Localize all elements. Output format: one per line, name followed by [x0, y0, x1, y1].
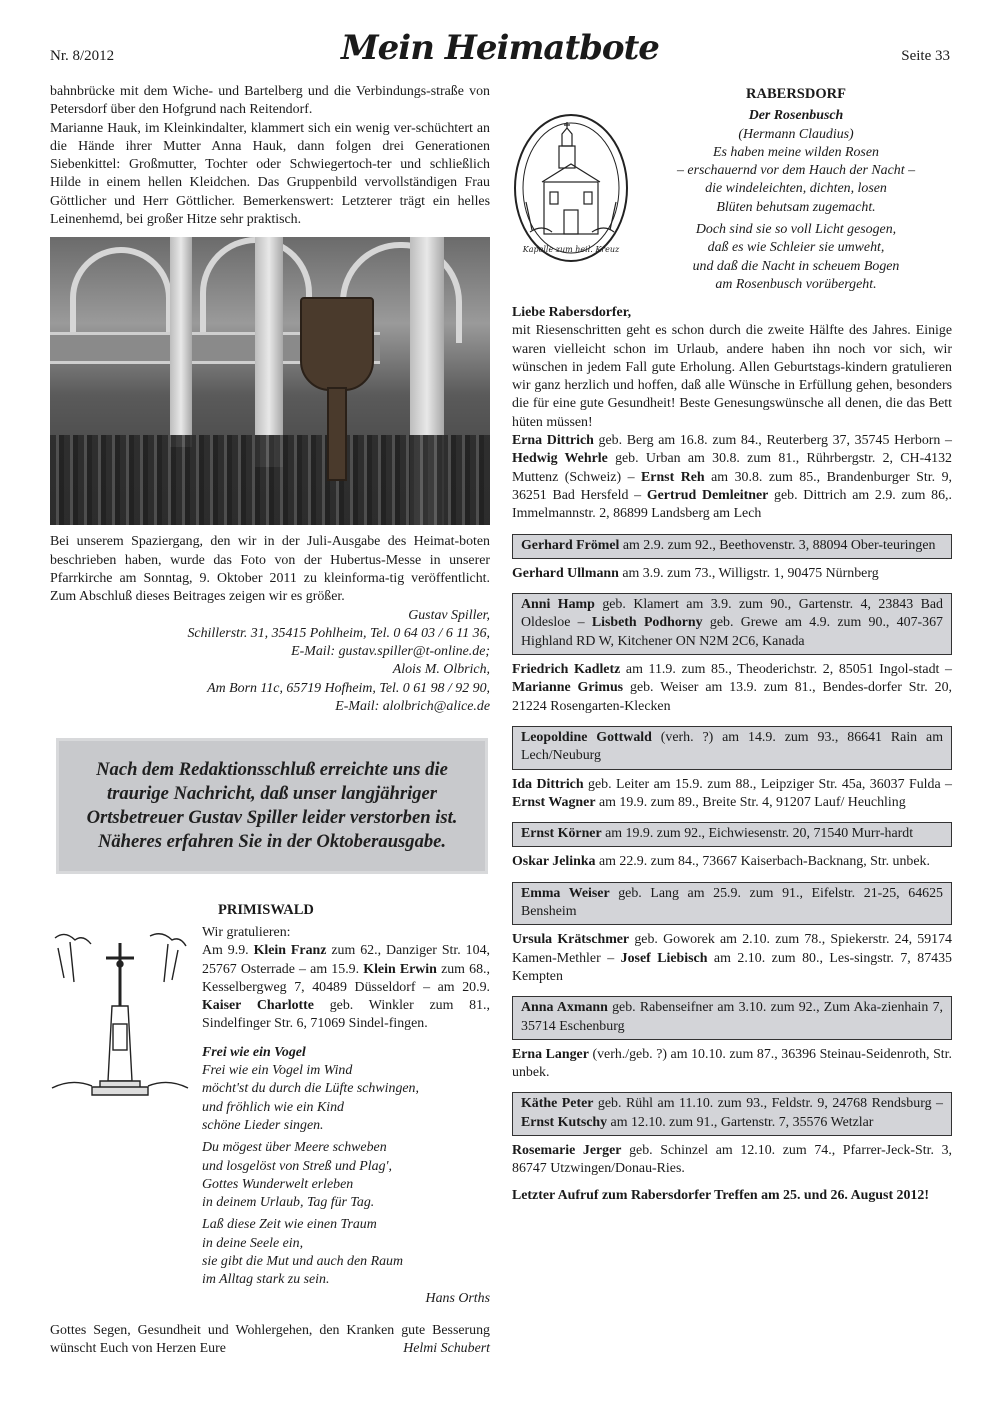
highlighted-birthday-entry — [512, 593, 952, 655]
birthday-details: geb. Rabenseifner am 3.10. zum 92., Zum Aka-zienhain 7, 35714 Eschenburg — [521, 1000, 943, 1034]
birthday-entry — [512, 1046, 952, 1083]
primiswald-section — [202, 924, 490, 1308]
birthday-name: Erna Langer — [512, 1046, 589, 1062]
poem-line: Frei wie ein Vogel im Wind — [202, 1063, 353, 1079]
closing-block — [50, 1322, 490, 1359]
birthday-list — [202, 942, 490, 1033]
signature-line: Am Born 11c, 65719 Hofheim, Tel. 0 61 98 / 92 90, — [207, 680, 490, 696]
highlighted-birthday-entry — [512, 726, 952, 770]
birthday-details: geb. Klamert am 3.9. zum 90., Gartenstr. 4, 23843 Bad Oldesloe – — [521, 597, 943, 631]
death-notice-box — [56, 738, 488, 874]
poem-line: daß es wie Schleier sie umweht, — [707, 240, 885, 256]
highlighted-birthday-entry — [512, 534, 952, 559]
poem-title: Der Rosenbusch — [748, 108, 844, 124]
birthday-name: Ernst Körner — [521, 826, 602, 842]
highlighted-birthday-entry — [512, 882, 952, 926]
poem-author: (Hermann Claudius) — [738, 126, 854, 142]
birthday-details: (verh./geb. ?) am 10.10. zum 87., 36396 Steinau-Seidenroth, Str. unbek. — [512, 1046, 952, 1081]
birthday-name: Klein Franz — [253, 943, 327, 959]
poem-line: Laß diese Zeit wie einen Traum — [202, 1217, 377, 1233]
birthday-name: Ida Dittrich — [512, 776, 584, 792]
birthday-name: Friedrich Kadletz — [512, 662, 621, 678]
highlighted-birthday-entry — [512, 1092, 952, 1136]
birthday-name: Erna Dittrich — [512, 433, 594, 449]
birthday-name: Gerhard Frömel — [521, 537, 620, 553]
birthday-name: Ernst Wagner — [512, 794, 596, 810]
page-number: Seite 33 — [901, 48, 950, 64]
highlighted-birthday-entry — [512, 822, 952, 847]
birthday-entry — [512, 776, 952, 813]
salutation: Liebe Rabersdorfer, — [512, 305, 632, 320]
birthday-name: Kaiser Charlotte — [202, 998, 314, 1014]
birthday-name: Rosemarie Jerger — [512, 1142, 622, 1158]
poem-line: – erschauernd vor dem Hauch der Nacht – — [676, 163, 916, 179]
church-interior-photo — [50, 237, 490, 525]
poem-line: und daß die Nacht in scheuem Bogen — [692, 258, 900, 274]
birthday-details: geb. Berg am 16.8. zum 84., Reuterberg 37, 35745 Herborn – — [593, 433, 952, 449]
intro-paragraph: mit Riesenschritten geht es schon durch die zweite Hälfte des Jahres. Einige waren vielleicht schon im Urlaub, andere haben ihn noch vor sich, wir wünschen in jedem Fall gute Erholung. Allen Geburtstags-kindern gratulieren wir ganz herzlich und hoffen, daß alle Wünsche in Erfüllung gehen, besonders die für eine gute Gesundheit! Beste Genesungswünsche all denen, die das Bett hüten müssen! — [512, 323, 952, 430]
birthday-details: am 12.10. zum 91., Gartenstr. 7, 35576 Wetzlar — [607, 1114, 874, 1130]
birthday-details: am 2.9. zum 92., Beethovenstr. 3, 88094 Ober-teuringen — [619, 537, 936, 553]
notice-line: Nach dem Redaktionsschluß erreichte uns die — [96, 759, 448, 780]
poem-line: möcht'st du durch die Lüfte schwingen, — [202, 1081, 419, 1097]
birthday-name: Gerhard Ullmann — [512, 565, 619, 581]
birthday-details: geb. Lang am 25.9. zum 91., Eifelstr. 21-25, 64625 Bensheim — [521, 885, 943, 920]
birthday-details: geb. Schinzel am 12.10. zum 74., Pfarrer-Jeck-Str. 3, 86747 Utzwingen/Donau-Ries. — [512, 1142, 953, 1177]
birthday-details: am 22.9. zum 84., 73667 Kaiserbach-Backnang, Str. unbek. — [595, 854, 930, 870]
birthday-details: geb. Grewe am 4.9. zum 90., 407-367 Highland RD W, Kitchener ON N2M 2C6, Kanada — [521, 615, 943, 649]
birthday-details: geb. Dittrich am 2.9. zum 86,. Immelmannstr. 2, 86899 Landsberg am Lech — [512, 487, 952, 522]
birthday-details: am 30.8. zum 85., Brandenburger Str. 9, 36251 Bad Hersfeld – — [512, 469, 952, 503]
signature-line: Gustav Spiller, — [408, 607, 490, 623]
text-segment: Am 9.9. — [202, 943, 254, 959]
birthday-details: geb. Weiser am 13.9. zum 81., Bendes-dorfer Str. 20, 21224 Rosengarten-Klecken — [512, 680, 952, 714]
birthday-name: Leopoldine Gottwald — [521, 729, 652, 745]
birthday-entry — [512, 1142, 952, 1179]
notice-line: Ortsbetreuer Gustav Spiller leider verstorben ist. — [86, 807, 458, 828]
birthday-details: am 19.9. zum 92., Eichwiesenstr. 20, 71540 Murr-hardt — [601, 826, 914, 842]
birthday-entry — [512, 931, 952, 986]
left-column — [50, 83, 490, 716]
signature-email: E-Mail: gustav.spiller@t-online.de; — [291, 644, 490, 660]
birthday-entry — [512, 853, 952, 871]
poem-title: Frei wie ein Vogel — [202, 1044, 306, 1060]
signature-email: E-Mail: alolbrich@alice.de — [335, 699, 490, 715]
birthday-name: Ernst Kutschy — [521, 1114, 608, 1130]
final-call: Letzter Aufruf zum Rabersdorfer Treffen am 25. und 26. August 2012! — [512, 1187, 929, 1203]
birthday-details: am 11.9. zum 85., Theoderichstr. 2, 85051 Ingol-stadt – — [620, 662, 952, 678]
birthday-name: Anna Axmann — [521, 1000, 608, 1016]
closing-signature: Helmi Schubert — [403, 1341, 490, 1357]
notice-line: Näheres erfahren Sie in der Oktoberausgabe. — [97, 831, 447, 852]
text-segment: geb. Winkler zum 81., Sindelfinger Str. 6, 71069 Sindel-fingen. — [202, 998, 491, 1032]
birthday-entry — [512, 432, 952, 523]
rabersdorf-poem-block — [640, 85, 952, 294]
text-segment: zum 68., Kesselbergweg 7, 40489 Düsseldorf – am 20.9. — [202, 961, 490, 995]
birthday-details: geb. Leiter am 15.9. zum 88., Leipziger Str. 45a, 36037 Fulda – — [583, 776, 952, 792]
intro-paragraph-1: bahnbrücke mit dem Wiche- und Bartelberg und die Verbindungs-straße von Petersdorf über den Hofgrund nach Reitendorf. — [50, 84, 490, 118]
poem-line: Doch sind sie so voll Licht gesogen, — [695, 222, 897, 238]
poem-line: und losgelöst von Streß und Plag', — [202, 1158, 392, 1174]
birthday-name: Josef Liebisch — [620, 950, 708, 966]
birthday-details: (verh. ?) am 14.9. zum 93., 86641 Rain am Lech/Neuburg — [521, 729, 943, 764]
birthday-details: am 2.10. zum 80., Les-singstr. 7, 87435 Kempten — [512, 950, 952, 984]
birthday-details: geb. Rühl am 11.10. zum 93., Feldstr. 9, 24768 Rendsburg – — [593, 1096, 943, 1112]
birthday-name: Käthe Peter — [521, 1096, 594, 1112]
primiswald-heading: PRIMISWALD — [218, 902, 314, 918]
signature-line: Schillerstr. 31, 35415 Pohlheim, Tel. 0 64 03 / 6 11 36, — [187, 625, 490, 641]
poem-line: Blüten behutsam zugemacht. — [716, 199, 876, 215]
birthday-entry — [512, 661, 952, 716]
birthday-details: am 19.9. zum 89., Breite Str. 4, 91207 Lauf/ Heuchling — [595, 794, 906, 810]
birthday-name: Hedwig Wehrle — [512, 451, 608, 467]
birthday-name: Oskar Jelinka — [512, 854, 596, 870]
birthday-name: Marianne Grimus — [512, 680, 624, 696]
text-segment: zum 62., Danziger Str. 104, 25767 Osterrade – am 15.9. — [202, 943, 490, 977]
masthead-title: Mein Heimatbote — [341, 28, 659, 68]
rabersdorf-section — [512, 304, 952, 1205]
seal-lettering: Kapelle zum heil. Kreuz — [522, 245, 620, 254]
issue-number: Nr. 8/2012 — [50, 48, 115, 64]
wayside-cross-illustration — [50, 928, 190, 1098]
birthday-name: Ernst Reh — [641, 469, 705, 485]
birthday-details: am 3.9. zum 73., Willigstr. 1, 90475 Nürnberg — [618, 565, 879, 581]
poem-line: in deinem Urlaub, Tag für Tag. — [202, 1195, 375, 1211]
poem-line: und fröhlich wie ein Kind — [202, 1099, 344, 1115]
birthday-details: geb. Goworek am 2.10. zum 78., Spiekerstr. 24, 59174 Kamen-Methler – — [512, 932, 952, 966]
birthday-name: Gertrud Demleitner — [646, 487, 769, 503]
signature-line: Alois M. Olbrich, — [392, 662, 490, 678]
poem-line: schöne Lieder singen. — [202, 1117, 324, 1133]
birthday-details: geb. Urban am 30.8. zum 81., Rührbergstr. 2, CH-4132 Muttenz (Schweiz) – — [512, 451, 952, 485]
poem-line: in deine Seele ein, — [202, 1235, 304, 1251]
photo-caption-paragraph: Bei unserem Spaziergang, den wir in der Juli-Ausgabe des Heimat-boten beschrieben haben, wurde das Foto von der Hubertus-Messe in unserer Pfarrkirche am Sonntag, 9. Oktober 2011 zu kleinforma-tig veröffentlicht. Zum Abschluß dieses Beitrages zeigen wir es größer. — [50, 534, 490, 605]
poem-author: Hans Orths — [425, 1290, 490, 1306]
birthday-name: Emma Weiser — [521, 885, 610, 901]
closing-text: Gottes Segen, Gesundheit und Wohlergehen, den Kranken gute Besserung wünscht Euch von Herzen Eure — [50, 1323, 490, 1357]
birthday-name: Klein Erwin — [363, 961, 437, 977]
poem-line: Du mögest über Meere schweben — [202, 1140, 387, 1156]
poem-line: sie gibt die Mut und auch den Raum — [202, 1254, 403, 1270]
intro-paragraph-2: Marianne Hauk, im Kleinkindalter, klammert sich ein wenig ver-schüchtert an die Hände ihrer Mutter Anna Hauk, dann folgen drei Generationen Siebenkittel: Großmutter, Tochter oder Schwiegertoch-ter und schließlich Hilde in einem hellen Kleidchen. Das Gruppenbild vervollständigen Frau Göttlicher und Herr Göttlicher. Bemerkenswert: Letzterer trägt ein helles Leinenhemd, bei großer Hitze sehr praktisch. — [50, 120, 490, 228]
birthday-name: Ursula Krätschmer — [512, 932, 630, 948]
poem-line: Es haben meine wilden Rosen — [713, 144, 879, 160]
poem-line: die windeleichten, dichten, losen — [705, 181, 887, 197]
poem-line: Gottes Wunderwelt erleben — [202, 1176, 354, 1192]
highlighted-birthday-entry — [512, 996, 952, 1040]
birthday-name: Lisbeth Podhorny — [591, 615, 703, 631]
poem-line: im Alltag stark zu sein. — [202, 1272, 330, 1288]
rabersdorf-heading: RABERSDORF — [746, 86, 846, 102]
chapel-seal-illustration — [512, 112, 630, 264]
birthday-entry — [512, 565, 952, 583]
notice-line: traurige Nachricht, daß unser langjähriger — [106, 783, 438, 804]
greeting-line: Wir gratulieren: — [202, 925, 291, 940]
birthday-name: Anni Hamp — [521, 597, 595, 613]
poem-line: am Rosenbusch vorübergeht. — [715, 276, 877, 292]
birthday-entries — [512, 432, 952, 1179]
